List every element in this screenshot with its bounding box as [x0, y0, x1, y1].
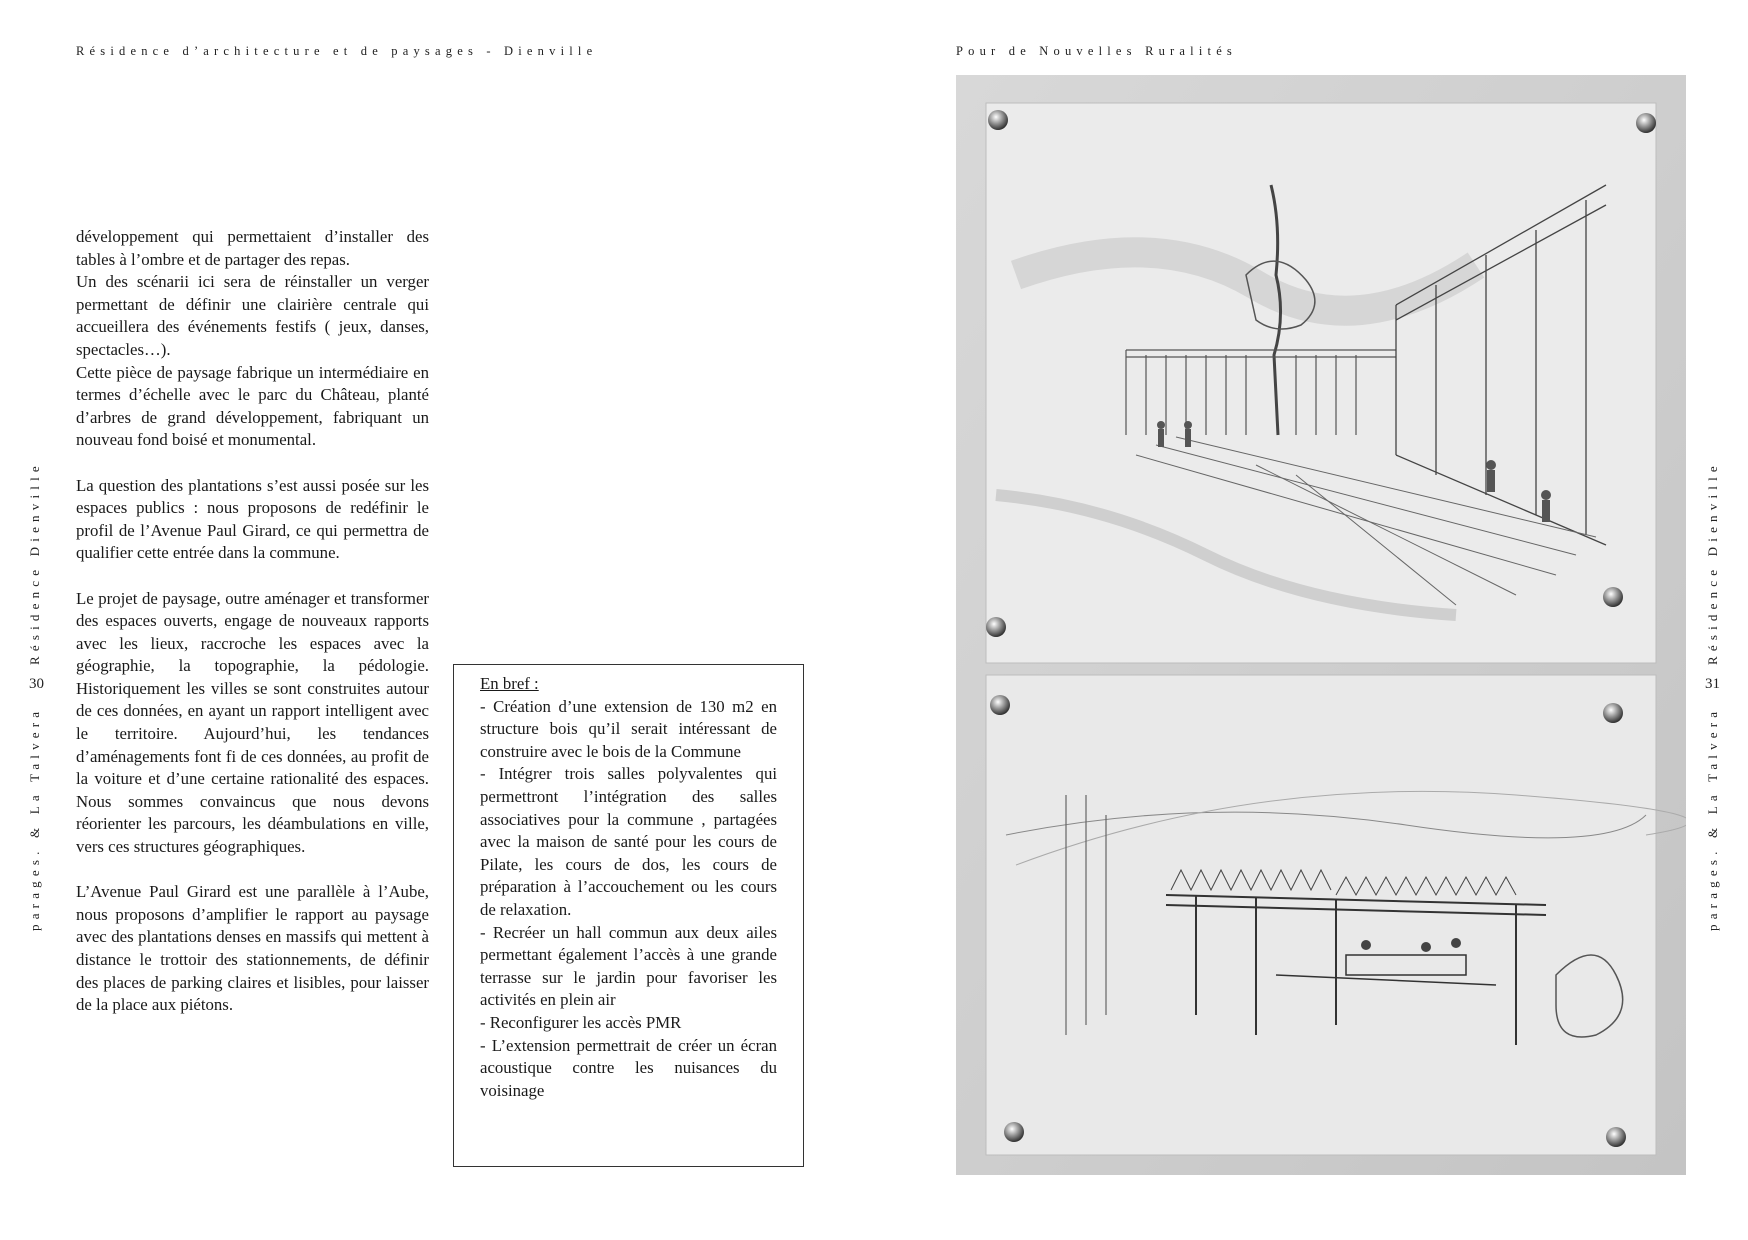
sketch-illustration — [956, 75, 1686, 1175]
paragraph: Cette pièce de paysage fabrique un intermédiaire en termes d’échelle avec le parc du Château, planté d’arbres de grand développement, fabriquant un nouveau fond boisé et monumental. — [76, 362, 429, 450]
summary-item: - L’extension permettrait de créer un écran acoustique contre les nuisances du voisinage — [480, 1035, 777, 1100]
summary-item: - Création d’une extension de 130 m2 en structure bois qu’il serait intéressant de construire avec le bois de la Commune — [480, 696, 777, 761]
summary-item: - Reconfigurer les accès PMR — [480, 1012, 682, 1032]
paragraph: Le projet de paysage, outre aménager et transformer des espaces ouverts, engage de nouveaux rapports avec les lieux, raccroche les espaces avec la géographie, la topographie, la pédologie. Historiquement les villes se sont construites autour de ces données, en ayant un rapport intelligent avec le territoire. Aujourd’hui, les tendances d’aménagements font fi de ces données, au profit de la voiture et d’une certaine rationalité des espaces. Nous sommes convaincus que nous devons réorienter les parcours, les déambulations en ville, vers ces structures géographiques. — [76, 588, 429, 857]
margin-label-right-top: Résidence Dienville — [1705, 461, 1720, 665]
paragraph: La question des plantations s’est aussi posée sur les espaces publics : nous proposons de redéfinir le profil de l’Avenue Paul Girard, ce qui permettra de qualifier cette entrée dans la commune. — [76, 475, 429, 563]
page-number-left: 30 — [29, 676, 44, 692]
paragraph: développement qui permettaient d’installer des tables à l’ombre et de partager des repas. — [76, 227, 429, 269]
body-text — [76, 226, 429, 1017]
summary-title: En bref : — [480, 674, 539, 693]
summary-item: - Intégrer trois salles polyvalentes qui permettront l’intégration des salles associatives pour la commune , partagées avec la maison de santé pour les cours de Pilate, les cours de dos, les cours de préparation à l’accouchement ou les cours de relaxation. — [480, 764, 777, 919]
sketch-photo — [956, 75, 1686, 1175]
summary-item: - Recréer un hall commun aux deux ailes permettant également l’accès à une grande terrasse sur le jardin pour favoriser les activités en plein air — [480, 922, 777, 1010]
running-header-left: Résidence d’architecture et de paysages - Dienville — [76, 44, 598, 58]
margin-label-left-top: Résidence Dienville — [27, 461, 42, 665]
paragraph: Un des scénarii ici sera de réinstaller un verger permettant de définir une clairière centrale qui accueillera des événements festifs ( jeux, danses, spectacles…). — [76, 272, 429, 359]
paragraph: L’Avenue Paul Girard est une parallèle à l’Aube, nous proposons d’amplifier le rapport au paysage avec des plantations denses en massifs qui mettent à distance le trottoir des stationnements, de définir des places de parking claires et lisibles, pour laisser de la place aux piétons. — [76, 882, 429, 1015]
summary-box — [453, 664, 804, 1167]
sketch-sheet-top — [986, 103, 1656, 663]
margin-label-right-bottom: parages. & La Talvera — [1705, 706, 1720, 931]
running-header-right: Pour de Nouvelles Ruralités — [956, 44, 1238, 58]
page-number-right: 31 — [1705, 676, 1720, 692]
sketch-sheet-bottom — [986, 675, 1686, 1155]
margin-label-left-bottom: parages. & La Talvera — [27, 706, 42, 931]
